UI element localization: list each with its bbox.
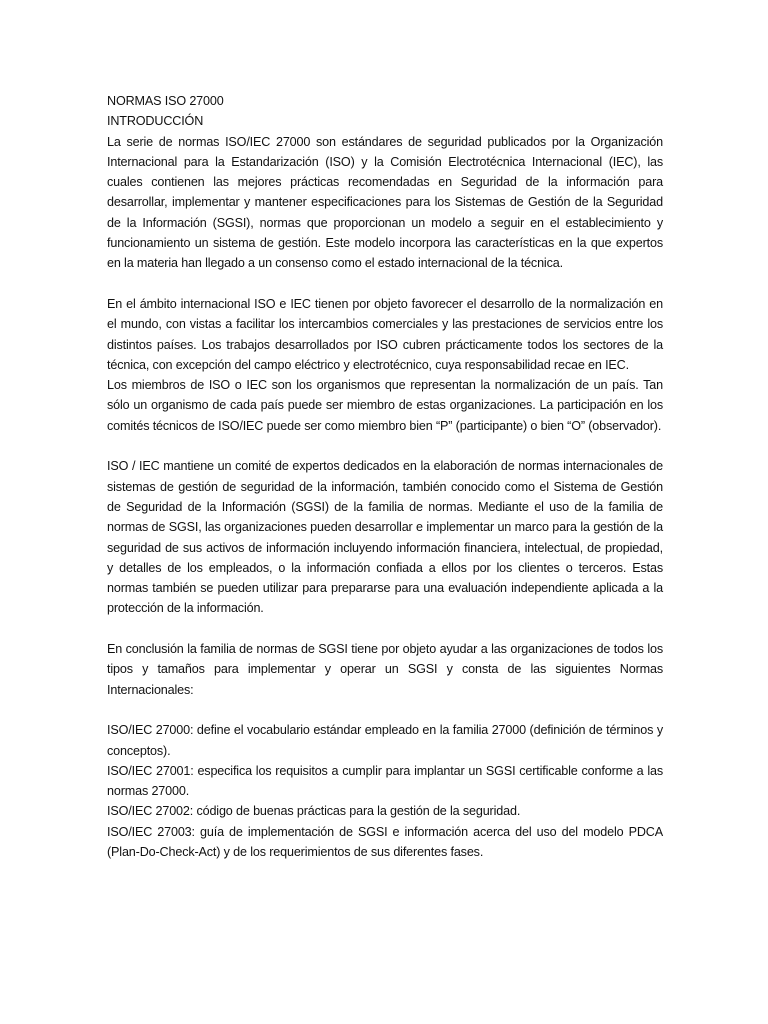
document-page bbox=[107, 91, 663, 862]
standard-item-27000: ISO/IEC 27000: define el vocabulario estándar empleado en la familia 27000 (definición de términos y conceptos). bbox=[107, 723, 663, 758]
document-subtitle: INTRODUCCIÓN bbox=[107, 114, 204, 129]
standard-item-27002: ISO/IEC 27002: código de buenas prácticas para la gestión de la seguridad. bbox=[107, 804, 521, 819]
paragraph-spacer bbox=[107, 436, 663, 456]
paragraph-members: Los miembros de ISO o IEC son los organismos que representan la normalización de un país. Tan sólo un organismo de cada país puede ser miembro de estas organizaciones. La participación en los comités técnicos de ISO/IEC puede ser como miembro bien “P” (participante) o bien “O” (observador). bbox=[107, 378, 663, 433]
paragraph-spacer bbox=[107, 619, 663, 639]
standard-item-27001: ISO/IEC 27001: especifica los requisitos a cumplir para implantar un SGSI certificable conforme a las normas 27000. bbox=[107, 763, 663, 799]
document-title: NORMAS ISO 27000 bbox=[107, 94, 224, 108]
paragraph-committee: ISO / IEC mantiene un comité de expertos dedicados en la elaboración de normas internacionales de sistemas de gestión de seguridad de la información, también conocido como el Sistema de Gestión de Seguridad de la Información (SGSI) de la familia de normas. Mediante el uso de la familia de normas de SGSI, las organizaciones pueden desarrollar e implementar un marco para la gestión de la seguridad de sus activos de información incluyendo información financiera, intelectual, de propiedad, y detalles de los empleados, o la información confiada a ellos por los clientes o terceros. Estas normas también se pueden utilizar para prepararse para una evaluación independiente aplicada a la protección de la información. bbox=[107, 459, 663, 616]
paragraph-intro: La serie de normas ISO/IEC 27000 son estándares de seguridad publicados por la Organización Internacional para la Estandarización (ISO) y la Comisión Electrotécnica Internacional (IEC), las cuales contienen las mejores prácticas recomendadas en Seguridad de la información para desarrollar, implementar y mantener especificaciones para los Sistemas de Gestión de la Seguridad de la Información (SGSI), normas que proporcionan un modelo a seguir en el establecimiento y funcionamiento un sistema de gestión. Este modelo incorpora las características en la que expertos en la materia han llegado a un consenso como el estado internacional de la técnica. bbox=[107, 134, 663, 271]
paragraph-spacer bbox=[107, 700, 663, 720]
paragraph-spacer bbox=[107, 274, 663, 294]
standard-item-27003: ISO/IEC 27003: guía de implementación de SGSI e información acerca del uso del modelo PDCA (Plan-Do-Check-Act) y de los requerimientos de sus diferentes fases. bbox=[107, 824, 663, 859]
paragraph-international-scope: En el ámbito internacional ISO e IEC tienen por objeto favorecer el desarrollo de la normalización en el mundo, con vistas a facilitar los intercambios comerciales y las prestaciones de servicios entre los distintos países. Los trabajos desarrollados por ISO cubren prácticamente todos los sectores de la técnica, con excepción del campo eléctrico y electrotécnico, cuya responsabilidad recae en IEC. bbox=[107, 296, 663, 372]
paragraph-conclusion: En conclusión la familia de normas de SGSI tiene por objeto ayudar a las organizaciones de todos los tipos y tamaños para implementar y operar un SGSI y consta de las siguientes Normas Internacionales: bbox=[107, 642, 663, 697]
